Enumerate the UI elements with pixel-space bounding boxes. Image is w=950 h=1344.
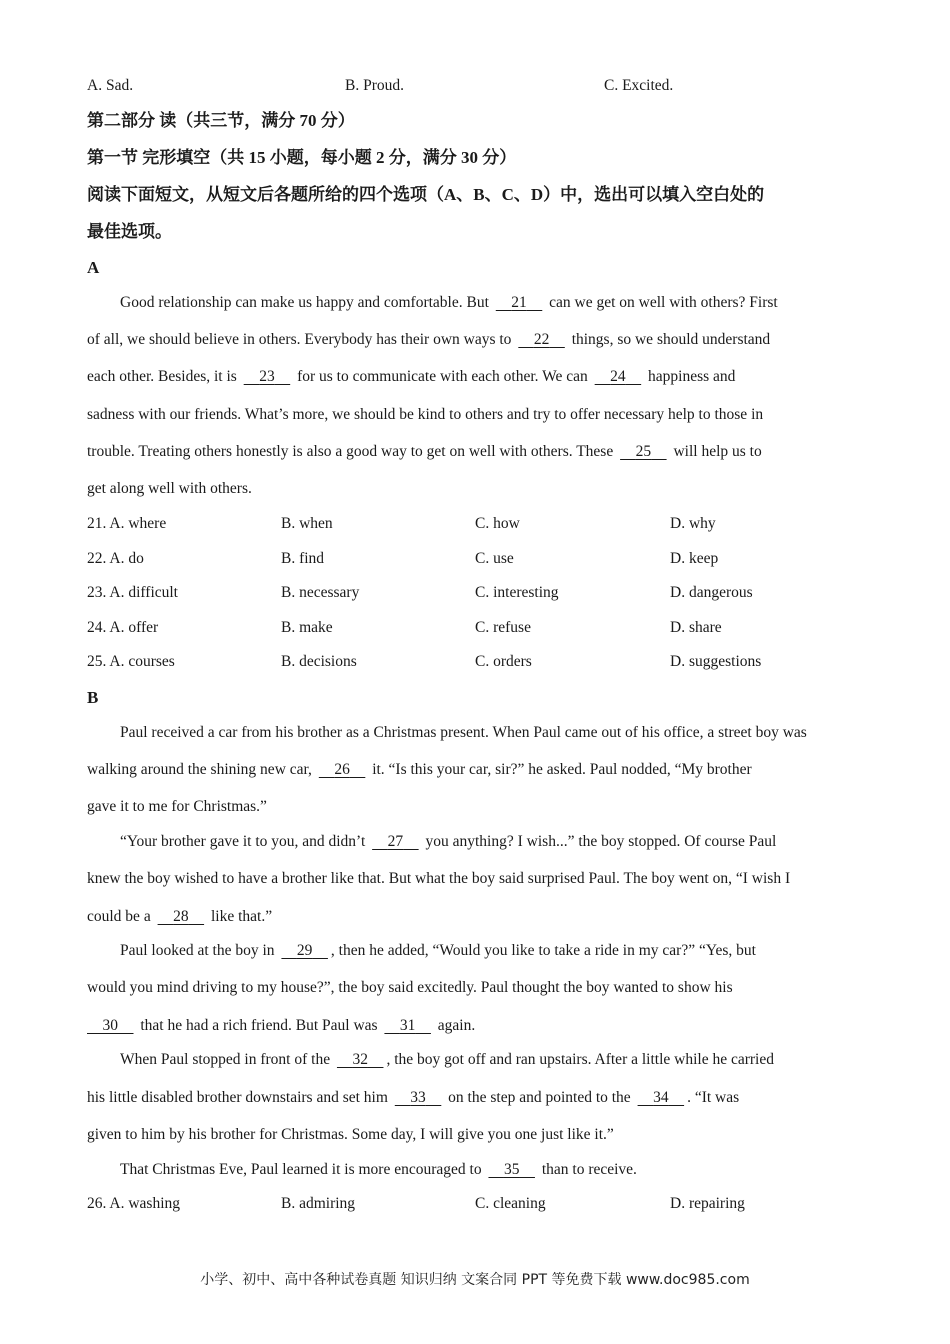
option: C. refuse: [475, 619, 531, 636]
option: 21. A. where: [87, 515, 167, 532]
option: D. keep: [670, 550, 719, 567]
passage-a-label: A: [87, 258, 100, 277]
option: B. necessary: [281, 584, 360, 601]
option: B. make: [281, 619, 333, 636]
passage-b-line: walking around the shining new car, 26 it. “Is this your car, sir?” he asked. Paul nodded, “My brother: [87, 759, 863, 781]
page-footer: 小学、初中、高中各种试卷真题 知识归纳 文案合同 PPT 等免费下载 www.doc985.com: [200, 1272, 750, 1288]
previous-question-options: [87, 75, 867, 97]
blank-32: 32: [352, 1051, 368, 1068]
option: C. cleaning: [475, 1195, 546, 1212]
passage-b-label: B: [87, 688, 99, 707]
passage-a-line: get along well with others.: [87, 480, 252, 497]
question-row-21: [87, 513, 867, 535]
blank-31: 31: [399, 1017, 416, 1034]
option: 22. A. do: [87, 550, 144, 567]
passage-b-line: 30 that he had a rich friend. But Paul was 31 again.: [87, 1015, 863, 1037]
blank-28: 28: [173, 908, 189, 925]
question-row-23: [87, 582, 867, 604]
option: C. interesting: [475, 584, 559, 601]
blank-21: 21: [511, 294, 527, 311]
option: B. decisions: [281, 653, 357, 670]
option: 26. A. washing: [87, 1195, 180, 1212]
question-row-22: [87, 548, 867, 570]
option: C. orders: [475, 653, 532, 670]
passage-b-line: When Paul stopped in front of the 32 , the boy got off and ran upstairs. After a little while he carried: [120, 1049, 863, 1071]
question-row-25: [87, 651, 867, 673]
option: C. how: [475, 515, 520, 532]
blank-23: 23: [259, 368, 275, 385]
option-b: B. Proud.: [345, 77, 404, 94]
passage-b-line: Paul looked at the boy in 29 , then he added, “Would you like to take a ride in my car?” “Yes, but: [120, 940, 863, 962]
option: D. why: [670, 515, 716, 532]
section-title: 第一节 完形填空（共 15 小题，每小题 2 分，满分 30 分）: [87, 148, 517, 167]
part-title: 第二部分 读（共三节，满分 70 分）: [87, 111, 355, 130]
option: D. dangerous: [670, 584, 753, 601]
blank-22: 22: [533, 331, 550, 348]
instruction-line-2: 最佳选项。: [87, 222, 172, 241]
passage-b-line: Paul received a car from his brother as a Christmas present. When Paul came out of his office, a street boy was: [120, 724, 807, 741]
blank-30: 30: [102, 1017, 118, 1034]
blank-25: 25: [635, 443, 652, 460]
passage-a-line: of all, we should believe in others. Everybody has their own ways to 22 things, so we should understand: [87, 329, 863, 351]
passage-b-line: could be a 28 like that.”: [87, 906, 863, 928]
passage-b-line: gave it to me for Christmas.”: [87, 798, 267, 815]
blank-26: 26: [334, 761, 350, 778]
blank-35: 35: [503, 1161, 520, 1178]
question-row-26: [87, 1193, 867, 1215]
option: B. find: [281, 550, 325, 567]
passage-a-line: trouble. Treating others honestly is also a good way to get on well with others. These 25 will help us to: [87, 441, 863, 463]
option: B. admiring: [281, 1195, 356, 1212]
option-c: C. Excited.: [604, 77, 674, 94]
passage-b-line: knew the boy wished to have a brother like that. But what the boy said surprised Paul. The boy went on, “I wish I: [87, 870, 791, 887]
passage-b-line: would you mind driving to my house?”, the boy said excitedly. Paul thought the boy wanted to show his: [87, 979, 733, 996]
passage-a-line: sadness with our friends. What’s more, we should be kind to others and try to offer necessary help to those in: [87, 406, 764, 423]
option: C. use: [475, 550, 514, 567]
option: 23. A. difficult: [87, 584, 178, 601]
passage-b-line: “Your brother gave it to you, and didn’t 27 you anything? I wish...” the boy stopped. Of course Paul: [120, 831, 863, 853]
passage-b-line: That Christmas Eve, Paul learned it is more encouraged to 35 than to receive.: [120, 1159, 863, 1181]
passage-a-line: Good relationship can make us happy and comfortable. But 21 can we get on well with others? First: [120, 292, 863, 314]
passage-b-line: given to him by his brother for Christmas. Some day, I will give you one just like it.”: [87, 1126, 614, 1143]
option: B. when: [281, 515, 333, 532]
question-row-24: [87, 617, 867, 639]
passage-a-line: each other. Besides, it is 23 for us to communicate with each other. We can 24 happiness and: [87, 366, 863, 388]
blank-34: 34: [653, 1089, 669, 1106]
blank-29: 29: [296, 942, 313, 959]
option: 24. A. offer: [87, 619, 159, 636]
option: D. share: [670, 619, 722, 636]
option-a: A. Sad.: [87, 77, 134, 94]
option: D. suggestions: [670, 653, 762, 670]
blank-27: 27: [387, 833, 404, 850]
instruction-line-1: 阅读下面短文，从短文后各题所给的四个选项（A、B、C、D）中，选出可以填入空白处的: [87, 185, 765, 204]
option: 25. A. courses: [87, 653, 175, 670]
blank-24: 24: [610, 368, 626, 385]
blank-33: 33: [410, 1089, 426, 1106]
option: D. repairing: [670, 1195, 745, 1212]
passage-b-line: his little disabled brother downstairs and set him 33 on the step and pointed to the 34 . “It was: [87, 1087, 863, 1109]
